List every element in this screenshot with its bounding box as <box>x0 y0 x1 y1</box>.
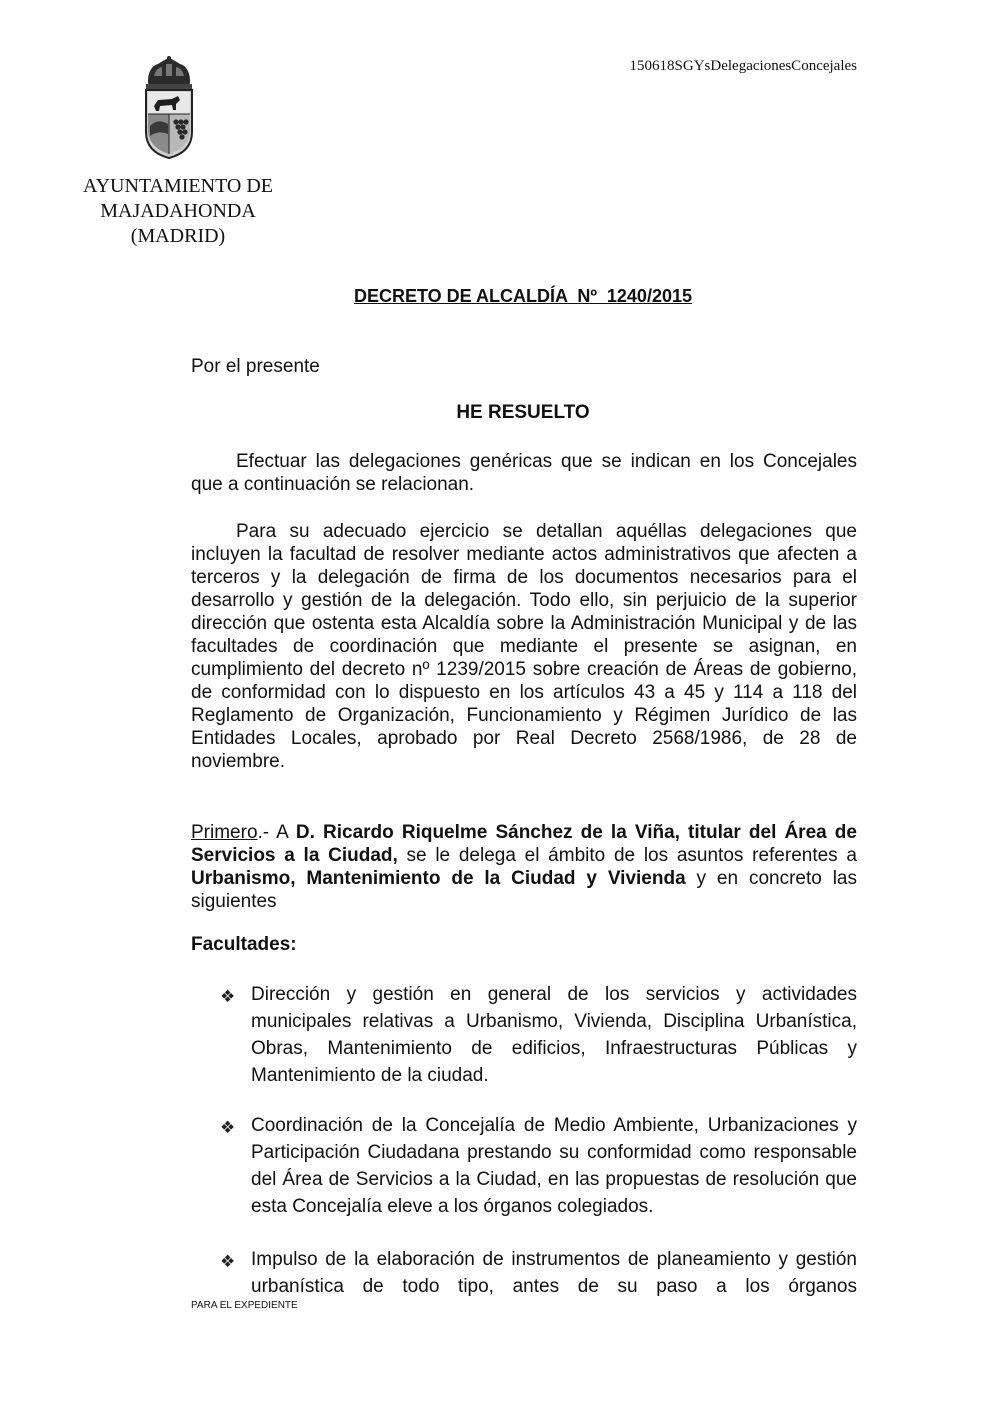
intro-text: Por el presente <box>191 356 320 377</box>
power-item-text: Dirección y gestión en general de los servicios y actividades municipales relativas a Urbanismo, Vivienda, Disciplina Urbanística, Obras, Mantenimiento de edificios, Infraestructuras Públicas y Mantenimiento de la ciudad. <box>251 984 857 1086</box>
power-item <box>220 1112 857 1220</box>
article-tail-text: y en concreto las siguientes <box>191 868 863 912</box>
power-item <box>220 1246 857 1300</box>
power-item-text: Coordinación de la Concejalía de Medio Ambiente, Urbanizaciones y Participación Ciudadana prestando su conformidad como responsable del Área de Servicios a la Ciudad, en las propuestas de resolución que esta Concejalía eleve a los órganos colegiados. <box>251 1115 857 1217</box>
org-line-3: (MADRID) <box>130 225 226 247</box>
decree-title-text: DECRETO DE ALCALDÍA Nº 1240/2015 <box>353 286 692 306</box>
diamond-bullet-icon: ❖ <box>220 1252 236 1271</box>
footer-note: PARA EL EXPEDIENTE <box>191 1300 298 1311</box>
coat-of-arms-icon <box>138 56 200 162</box>
org-line-1: AYUNTAMIENTO DE <box>82 175 274 197</box>
article-separator: .- A <box>257 822 296 843</box>
scope-paragraph: Para su adecuado ejercicio se detallan aquéllas delegaciones que incluyen la facultad de resolver mediante actos administrativos que afecten a terceros y la delegación de firma de los documentos necesarios para el desarrollo y gestión de la delegación. Todo ello, sin perjuicio de la superior dirección que ostenta esta Alcaldía sobre la Administración Municipal y de las facultades de coordinación que mediante el presente se asignan, en cumplimiento del decreto nº 1239/2015 sobre creación de Áreas de gobierno, de conformidad con lo dispuesto en los artículos 43 a 45 y 114 a 118 del Reglamento de Organización, Funcionamiento y Régimen Jurídico de las Entidades Locales, aprobado por Real Decreto 2568/1986, de 28 de noviembre. <box>191 521 857 772</box>
resolution-heading: HE RESUELTO <box>456 402 590 423</box>
article-label: Primero <box>191 822 258 843</box>
first-article <box>191 821 863 913</box>
article-mid-text: se le delega el ámbito de los asuntos referentes a <box>397 845 863 866</box>
document-reference: 150618SGYsDelegacionesConcejales <box>629 58 857 74</box>
delegate-name: D. Ricardo Riquelme Sánchez de la Viña, titular del Área de Servicios a la Ciudad, <box>191 822 857 866</box>
diamond-bullet-icon: ❖ <box>220 1118 236 1137</box>
delegated-areas: Urbanismo, Mantenimiento de la Ciudad y Vivienda <box>191 868 686 889</box>
diamond-bullet-icon: ❖ <box>220 987 236 1006</box>
decree-title <box>190 286 856 307</box>
power-item <box>220 981 857 1089</box>
powers-heading: Facultades: <box>191 934 297 955</box>
organization-name <box>64 174 292 249</box>
delegation-paragraph: Efectuar las delegaciones genéricas que se indican en los Concejales que a continuación se relacionan. <box>191 451 857 495</box>
power-item-text: Impulso de la elaboración de instrumentos de planeamiento y gestión urbanística de todo tipo, antes de su paso a los órganos <box>251 1249 857 1297</box>
org-line-2: MAJADAHONDA <box>100 200 256 222</box>
